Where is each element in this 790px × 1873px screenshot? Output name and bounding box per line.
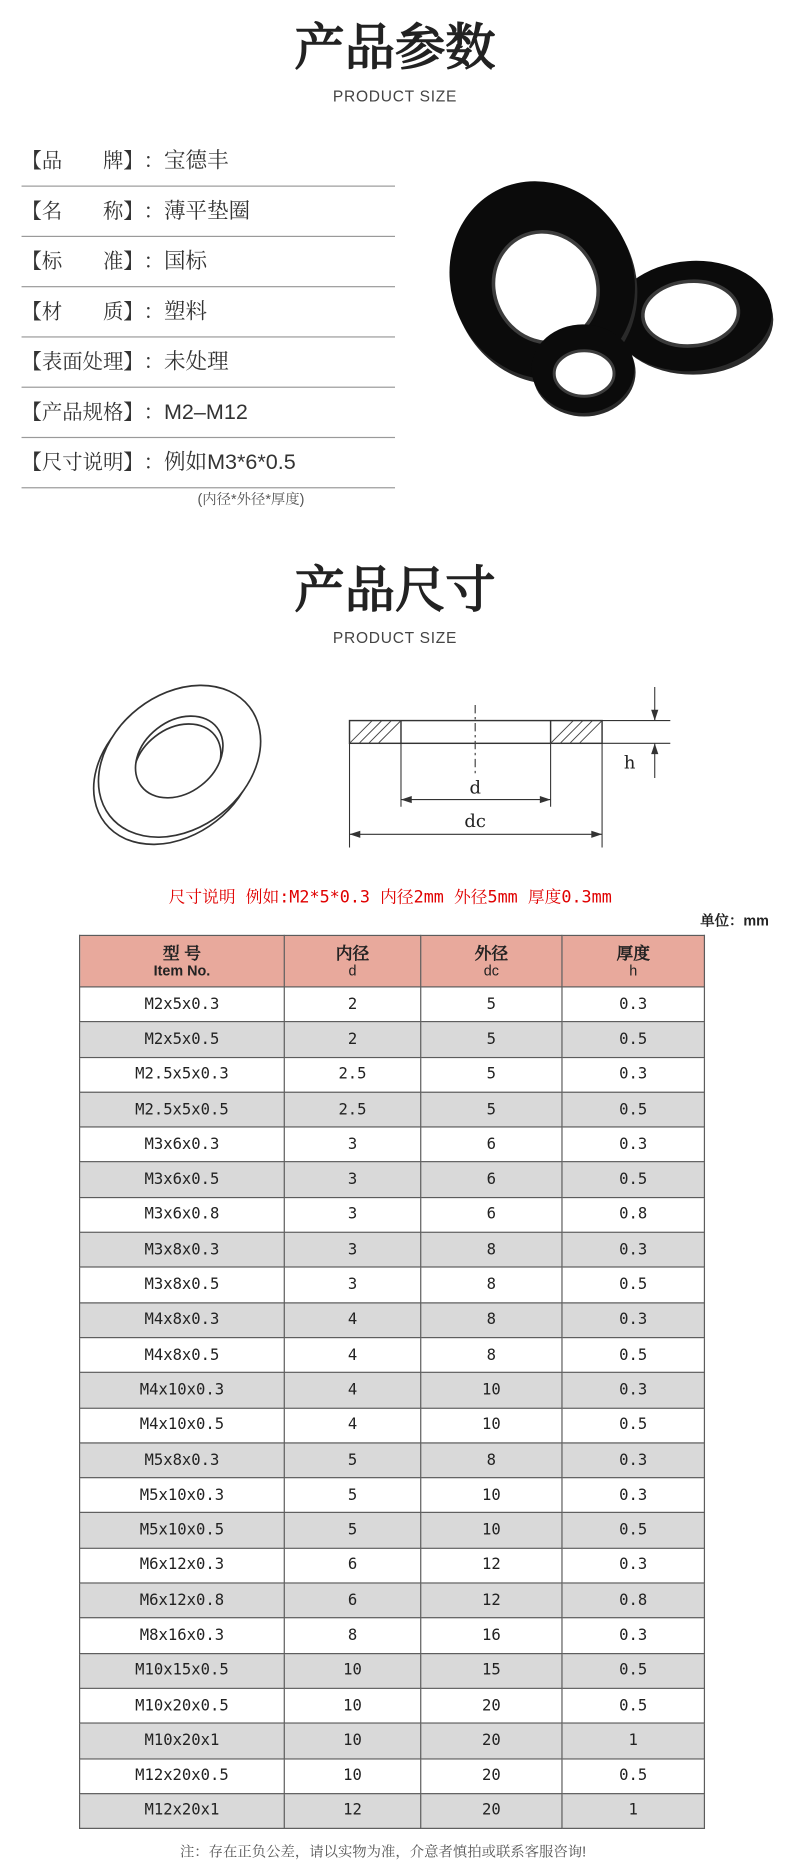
table-row [80,1057,705,1092]
inner-diameter-cell: 3 [284,1232,420,1267]
thickness-cell: 0.3 [562,987,704,1022]
header-outer-diameter: 外径 dc [421,935,562,986]
extension-lines [350,721,671,848]
thickness-cell: 0.5 [562,1267,704,1302]
item-no-cell: M5x10x0.3 [80,1478,285,1513]
table-row [80,1162,705,1197]
dimension-line-h [651,687,658,778]
spec-value: 例如M3*6*0.5 [163,450,296,475]
inner-diameter-cell: 12 [284,1793,420,1828]
item-no-cell: M2x5x0.5 [80,1022,285,1057]
table-row [80,1653,705,1688]
outer-diameter-cell: 5 [421,1092,562,1127]
item-no-cell: M6x12x0.8 [80,1583,285,1618]
label-h: h [623,752,636,774]
thickness-cell: 0.3 [562,1127,704,1162]
label-d: d [469,777,481,799]
outer-diameter-cell: 6 [421,1162,562,1197]
inner-diameter-cell: 8 [284,1618,420,1653]
inner-diameter-cell: 10 [284,1688,420,1723]
item-no-cell: M3x6x0.5 [80,1162,285,1197]
table-row [80,1618,705,1653]
table-row [80,1513,705,1548]
outer-diameter-cell: 20 [421,1758,562,1793]
inner-diameter-cell: 10 [284,1653,420,1688]
item-no-cell: M2x5x0.3 [80,987,285,1022]
spec-value: 未处理 [163,349,229,374]
item-no-cell: M4x10x0.3 [80,1373,285,1408]
item-no-cell: M4x8x0.5 [80,1338,285,1373]
item-no-cell: M10x20x0.5 [80,1688,285,1723]
spec-value: 宝德丰 [163,148,229,173]
table-row [80,1197,705,1232]
item-no-cell: M12x20x1 [80,1793,285,1828]
spec-label: 【产品规格】 [21,400,144,424]
item-no-cell: M3x6x0.3 [80,1127,285,1162]
table-row [80,1758,705,1793]
item-no-cell: M5x8x0.3 [80,1443,285,1478]
spec-row-size-description [22,438,395,488]
section-title-size: 产品尺寸 [294,561,496,618]
item-no-cell: M6x12x0.3 [80,1548,285,1583]
table-row [80,1478,705,1513]
thickness-cell: 0.5 [562,1022,704,1057]
table-row [80,1303,705,1338]
inner-diameter-cell: 10 [284,1758,420,1793]
outer-diameter-cell: 8 [421,1232,562,1267]
outer-diameter-cell: 20 [421,1688,562,1723]
spec-row-material [22,287,395,337]
inner-diameter-cell: 4 [284,1373,420,1408]
item-no-cell: M10x20x1 [80,1723,285,1758]
table-row [80,1127,705,1162]
outer-diameter-cell: 10 [421,1408,562,1443]
inner-diameter-cell: 2.5 [284,1057,420,1092]
item-no-cell: M3x8x0.3 [80,1232,285,1267]
inner-diameter-cell: 2 [284,1022,420,1057]
table-row [80,1723,705,1758]
inner-diameter-cell: 4 [284,1303,420,1338]
spec-separator: ： [143,350,164,374]
spec-row-name [22,187,395,237]
thickness-cell: 0.3 [562,1303,704,1338]
item-no-cell: M5x10x0.5 [80,1513,285,1548]
outer-diameter-cell: 10 [421,1513,562,1548]
washer-sketch [84,673,276,853]
item-no-cell: M3x6x0.8 [80,1197,285,1232]
spec-separator: ： [143,199,164,223]
outer-diameter-cell: 5 [421,1022,562,1057]
inner-diameter-cell: 5 [284,1478,420,1513]
item-no-cell: M12x20x0.5 [80,1758,285,1793]
outer-diameter-cell: 12 [421,1548,562,1583]
table-row [80,1267,705,1302]
outer-diameter-cell: 8 [421,1303,562,1338]
unit-label: 单位：mm [700,912,769,929]
item-no-cell: M8x16x0.3 [80,1618,285,1653]
washer-product-photo [443,174,778,419]
thickness-cell: 0.3 [562,1618,704,1653]
inner-diameter-cell: 4 [284,1408,420,1443]
spec-label: 【品 牌】 [21,149,144,173]
outer-diameter-cell: 8 [421,1338,562,1373]
spec-value: 塑料 [163,299,208,324]
item-no-cell: M10x15x0.5 [80,1653,285,1688]
spec-row-specification [22,388,395,438]
outer-diameter-cell: 20 [421,1723,562,1758]
table-row [80,1688,705,1723]
spec-note: (内径*外径*厚度) [197,490,305,508]
thickness-cell: 0.5 [562,1338,704,1373]
spec-label: 【名 称】 [21,199,144,223]
table-row [80,987,705,1022]
thickness-cell: 0.5 [562,1092,704,1127]
outer-diameter-cell: 16 [421,1618,562,1653]
inner-diameter-cell: 2.5 [284,1092,420,1127]
thickness-cell: 0.5 [562,1162,704,1197]
item-no-cell: M2.5x5x0.5 [80,1092,285,1127]
outer-diameter-cell: 10 [421,1373,562,1408]
item-no-cell: M3x8x0.5 [80,1267,285,1302]
inner-diameter-cell: 3 [284,1267,420,1302]
header-thickness: 厚度 h [562,935,704,986]
table-row [80,1548,705,1583]
spec-value: M2–M12 [163,399,248,424]
outer-diameter-cell: 20 [421,1793,562,1828]
spec-value: 国标 [163,248,208,273]
thickness-cell: 0.3 [562,1443,704,1478]
spec-row-surface-treatment [22,338,395,388]
inner-diameter-cell: 6 [284,1583,420,1618]
outer-diameter-cell: 6 [421,1197,562,1232]
inner-diameter-cell: 5 [284,1513,420,1548]
spec-separator: ： [143,149,164,173]
spec-row-standard [22,237,395,287]
outer-diameter-cell: 8 [421,1267,562,1302]
spec-separator: ： [143,300,164,324]
inner-diameter-cell: 10 [284,1723,420,1758]
spec-separator: ： [143,400,164,424]
thickness-cell: 0.8 [562,1197,704,1232]
table-header-row [80,935,705,986]
thickness-cell: 0.3 [562,1548,704,1583]
outer-diameter-cell: 10 [421,1478,562,1513]
spec-label: 【表面处理】 [21,350,144,374]
thickness-cell: 0.5 [562,1408,704,1443]
washer-cross-section-diagram [341,680,676,855]
size-example-note: 尺寸说明 例如:M2*5*0.3 内径2mm 外径5mm 厚度0.3mm [168,888,612,908]
outer-diameter-cell: 15 [421,1653,562,1688]
table-row [80,1373,705,1408]
inner-diameter-cell: 2 [284,987,420,1022]
inner-diameter-cell: 3 [284,1162,420,1197]
label-dc: dc [464,811,486,833]
outer-diameter-cell: 12 [421,1583,562,1618]
header-inner-diameter: 内径 d [284,935,420,986]
small-washer [531,324,635,416]
outer-diameter-cell: 5 [421,1057,562,1092]
thickness-cell: 0.5 [562,1688,704,1723]
inner-diameter-cell: 6 [284,1548,420,1583]
table-row [80,1232,705,1267]
outer-diameter-cell: 8 [421,1443,562,1478]
thickness-cell: 1 [562,1723,704,1758]
thickness-cell: 0.3 [562,1232,704,1267]
outer-diameter-cell: 5 [421,987,562,1022]
thickness-cell: 0.3 [562,1057,704,1092]
thickness-cell: 0.5 [562,1513,704,1548]
spec-label: 【材 质】 [21,300,144,324]
section-subtitle-params: PRODUCT SIZE [332,87,458,106]
inner-diameter-cell: 3 [284,1197,420,1232]
thickness-cell: 0.5 [562,1653,704,1688]
spec-row-brand [22,136,395,186]
section-subtitle-size: PRODUCT SIZE [332,628,458,647]
spec-label: 【尺寸说明】 [21,451,144,475]
thickness-cell: 0.3 [562,1373,704,1408]
table-row [80,1443,705,1478]
spec-label: 【标 准】 [21,250,144,273]
item-no-cell: M2.5x5x0.3 [80,1057,285,1092]
table-row [80,1338,705,1373]
thickness-cell: 0.3 [562,1478,704,1513]
header-item-no: 型 号 Item No. [80,935,285,986]
item-no-cell: M4x10x0.5 [80,1408,285,1443]
table-row [80,1092,705,1127]
outer-diameter-cell: 6 [421,1127,562,1162]
spec-separator: ： [143,451,164,475]
inner-diameter-cell: 5 [284,1443,420,1478]
inner-diameter-cell: 3 [284,1127,420,1162]
table-row [80,1408,705,1443]
thickness-cell: 0.5 [562,1758,704,1793]
spec-value: 薄平垫圈 [163,198,251,223]
section-title-params: 产品参数 [294,19,496,76]
spec-separator: ： [143,250,164,273]
tolerance-footer-note: 注：存在正负公差，请以实物为准，介意者慎拍或联系客服咨询! [179,1843,587,1861]
table-row [80,1583,705,1618]
inner-diameter-cell: 4 [284,1338,420,1373]
thickness-cell: 0.8 [562,1583,704,1618]
table-row [80,1793,705,1828]
size-table [79,935,705,1829]
item-no-cell: M4x8x0.3 [80,1303,285,1338]
thickness-cell: 1 [562,1793,704,1828]
table-row [80,1022,705,1057]
